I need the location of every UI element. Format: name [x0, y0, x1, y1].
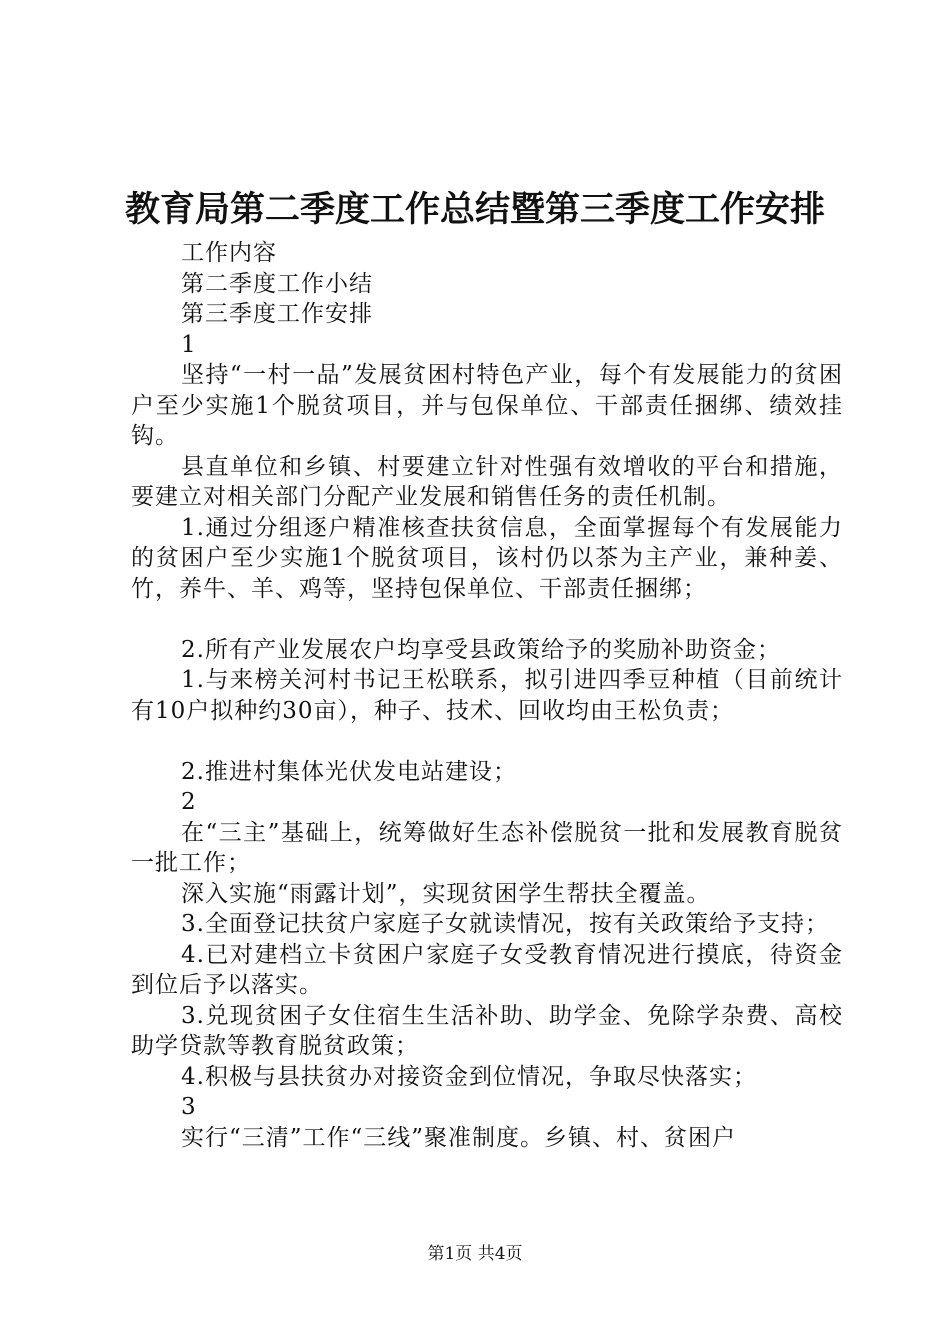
document-body [131, 238, 843, 1153]
paragraph: 县直单位和乡镇、村要建立针对性强有效增收的平台和措施，要建立对相关部门分配产业发展和销售任务的责任机制。 [131, 453, 843, 510]
document-title: 教育局第二季度工作总结暨第三季度工作安排 [124, 189, 825, 230]
paragraph: 深入实施“雨露计划”，实现贫困学生帮扶全覆盖。 [181, 880, 711, 907]
section-number-1: 1 [181, 331, 197, 358]
paragraph-q2-summary: 第二季度工作小结 [181, 270, 373, 297]
blank-line [131, 604, 843, 635]
paragraph: 1.通过分组逐户精准核查扶贫信息，全面掌握每个有发展能力的贫困户至少实施1个脱贫项目，该村仍以茶为主产业，兼种姜、竹，养牛、羊、鸡等，坚持包保单位、干部责任捆绑； [131, 514, 843, 602]
paragraph: 实行“三清”工作“三线”聚准制度。乡镇、村、贫困户 [181, 1124, 737, 1151]
section-number-3: 3 [181, 1094, 197, 1120]
paragraph: 4.积极与县扶贫办对接资金到位情况，争取尽快落实； [181, 1063, 757, 1090]
paragraph: 1.与来榜关河村书记王松联系，拟引进四季豆种植（目前统计有10户拟种约30亩），种子、技术、回收均由王松负责； [131, 667, 843, 724]
paragraph: 坚持“一村一品”发展贫困村特色产业，每个有发展能力的贫困户至少实施1个脱贫项目，并与包保单位、干部责任捆绑、绩效挂钩。 [131, 362, 843, 449]
paragraph: 在“三主”基础上，统筹做好生态补偿脱贫一批和发展教育脱贫一批工作； [131, 819, 843, 876]
paragraph: 4.已对建档立卡贫困户家庭子女受教育情况进行摸底，待资金到位后予以落实。 [131, 941, 843, 998]
paragraph: 3.兑现贫困子女住宿生生活补助、助学金、免除学杂费、高校助学贷款等教育脱贫政策； [131, 1002, 843, 1059]
section-number-2: 2 [181, 789, 197, 815]
blank-line [131, 726, 843, 757]
paragraph: 3.全面登记扶贫户家庭子女就读情况，按有关政策给予支持； [181, 911, 829, 937]
page-footer: 第1页 共4页 [427, 1244, 523, 1264]
paragraph: 2.推进村集体光伏发电站建设； [181, 758, 517, 785]
paragraph-work-content: 工作内容 [181, 240, 277, 266]
paragraph-q3-plan: 第三季度工作安排 [181, 301, 373, 327]
paragraph: 2.所有产业发展农户均享受县政策给予的奖励补助资金； [181, 636, 781, 663]
